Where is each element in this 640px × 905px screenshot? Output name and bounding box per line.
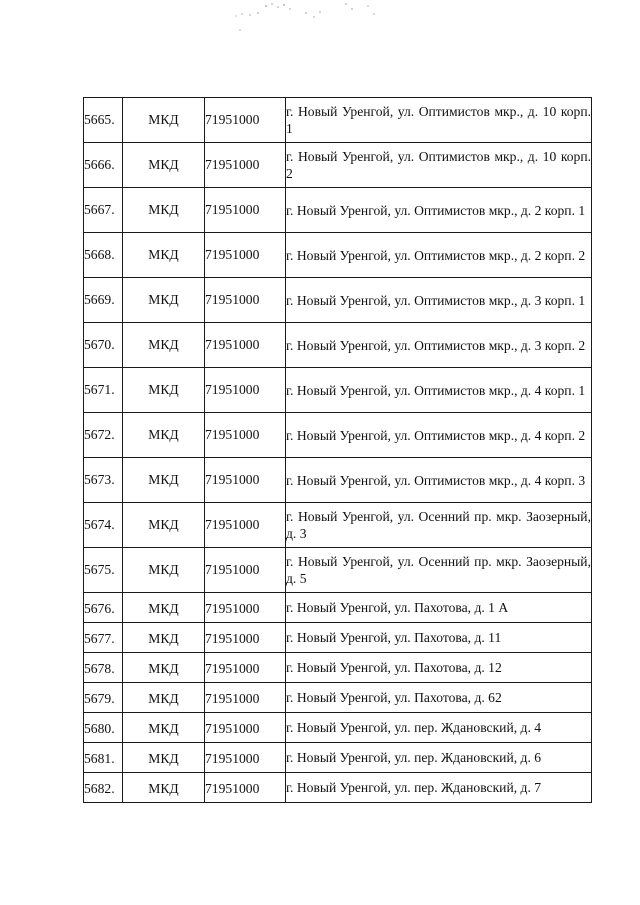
address-cell-text: г. Новый Уренгой, ул. Оптимистов мкр., д. 4 корп. 1	[286, 382, 586, 398]
oktmo-code-cell	[205, 773, 286, 803]
oktmo-code-cell-text: 71951000	[205, 750, 260, 766]
oktmo-code-cell-text: 71951000	[205, 600, 260, 616]
oktmo-code-cell	[205, 593, 286, 623]
row-number-cell-text: 5677.	[84, 630, 115, 646]
oktmo-code-cell-text: 71951000	[205, 427, 260, 442]
table-row	[84, 773, 592, 803]
row-number-cell	[84, 98, 123, 143]
oktmo-code-cell	[205, 233, 286, 278]
object-type-cell-text: МКД	[148, 562, 179, 577]
oktmo-code-cell	[205, 368, 286, 413]
row-number-cell-text: 5671.	[84, 382, 115, 397]
row-number-cell-text: 5672.	[84, 427, 115, 442]
address-cell	[286, 653, 592, 683]
object-type-cell	[123, 233, 205, 278]
object-type-cell	[123, 503, 205, 548]
object-type-cell-text: МКД	[148, 247, 179, 262]
address-cell	[286, 548, 592, 593]
oktmo-code-cell-text: 71951000	[205, 337, 260, 352]
object-type-cell	[123, 188, 205, 233]
object-type-cell	[123, 143, 205, 188]
oktmo-code-cell	[205, 713, 286, 743]
object-type-cell-text: МКД	[148, 472, 179, 487]
object-type-cell-text: МКД	[148, 337, 179, 352]
row-number-cell-text: 5668.	[84, 247, 115, 262]
row-number-cell-text: 5665.	[84, 112, 115, 127]
address-cell-text: г. Новый Уренгой, ул. Пахотова, д. 1 А	[286, 600, 509, 615]
address-cell-text: г. Новый Уренгой, ул. Оптимистов мкр., д. 2 корп. 2	[286, 247, 586, 263]
registry-table	[83, 97, 592, 803]
row-number-cell	[84, 743, 123, 773]
object-type-cell	[123, 593, 205, 623]
oktmo-code-cell-text: 71951000	[205, 690, 260, 706]
object-type-cell-text: МКД	[148, 750, 179, 766]
oktmo-code-cell	[205, 503, 286, 548]
oktmo-code-cell	[205, 188, 286, 233]
object-type-cell-text: МКД	[148, 660, 179, 676]
table-row	[84, 683, 592, 713]
row-number-cell	[84, 548, 123, 593]
oktmo-code-cell	[205, 623, 286, 653]
address-cell	[286, 368, 592, 413]
address-cell-text: г. Новый Уренгой, ул. Оптимистов мкр., д. 4 корп. 2	[286, 427, 586, 443]
address-cell-text: г. Новый Уренгой, ул. Пахотова, д. 62	[286, 690, 502, 705]
address-cell	[286, 413, 592, 458]
row-number-cell	[84, 653, 123, 683]
table-row	[84, 323, 592, 368]
object-type-cell-text: МКД	[148, 720, 179, 736]
row-number-cell	[84, 683, 123, 713]
address-cell	[286, 593, 592, 623]
table-row	[84, 188, 592, 233]
oktmo-code-cell	[205, 743, 286, 773]
address-cell	[286, 278, 592, 323]
row-number-cell-text: 5673.	[84, 472, 115, 487]
row-number-cell-text: 5679.	[84, 690, 115, 706]
address-cell	[286, 623, 592, 653]
row-number-cell	[84, 713, 123, 743]
oktmo-code-cell-text: 71951000	[205, 780, 260, 796]
address-cell-text: г. Новый Уренгой, ул. Оптимистов мкр., д. 2 корп. 1	[286, 202, 586, 218]
object-type-cell	[123, 548, 205, 593]
oktmo-code-cell	[205, 98, 286, 143]
row-number-cell-text: 5666.	[84, 157, 115, 172]
object-type-cell	[123, 623, 205, 653]
row-number-cell-text: 5674.	[84, 517, 115, 532]
object-type-cell-text: МКД	[148, 112, 179, 127]
oktmo-code-cell-text: 71951000	[205, 517, 260, 532]
row-number-cell-text: 5670.	[84, 337, 115, 352]
row-number-cell	[84, 773, 123, 803]
object-type-cell	[123, 98, 205, 143]
address-cell-text: г. Новый Уренгой, ул. Пахотова, д. 12	[286, 660, 502, 675]
table-row	[84, 653, 592, 683]
scan-artifact-marks	[228, 0, 388, 36]
address-cell	[286, 143, 592, 188]
oktmo-code-cell-text: 71951000	[205, 472, 260, 487]
oktmo-code-cell-text: 71951000	[205, 157, 260, 172]
object-type-cell-text: МКД	[148, 690, 179, 706]
address-cell-text: г. Новый Уренгой, ул. Осенний пр. мкр. Заозерный, д. 5	[286, 554, 591, 586]
row-number-cell	[84, 278, 123, 323]
address-cell	[286, 503, 592, 548]
row-number-cell	[84, 368, 123, 413]
address-cell-text: г. Новый Уренгой, ул. Пахотова, д. 11	[286, 630, 502, 645]
row-number-cell	[84, 458, 123, 503]
table-row	[84, 278, 592, 323]
table-row	[84, 593, 592, 623]
address-cell-text: г. Новый Уренгой, ул. пер. Ждановский, д. 6	[286, 750, 542, 765]
row-number-cell	[84, 593, 123, 623]
table-row	[84, 743, 592, 773]
object-type-cell-text: МКД	[148, 292, 179, 307]
object-type-cell-text: МКД	[148, 630, 179, 646]
address-cell-text: г. Новый Уренгой, ул. Оптимистов мкр., д. 10 корп. 2	[286, 149, 591, 181]
address-cell	[286, 98, 592, 143]
address-cell-text: г. Новый Уренгой, ул. Оптимистов мкр., д. 3 корп. 1	[286, 292, 586, 308]
address-cell	[286, 188, 592, 233]
table-row	[84, 713, 592, 743]
address-cell	[286, 323, 592, 368]
object-type-cell-text: МКД	[148, 382, 179, 397]
address-cell	[286, 773, 592, 803]
row-number-cell-text: 5678.	[84, 660, 115, 676]
table-row	[84, 548, 592, 593]
oktmo-code-cell-text: 71951000	[205, 562, 260, 577]
object-type-cell	[123, 653, 205, 683]
oktmo-code-cell-text: 71951000	[205, 247, 260, 262]
object-type-cell-text: МКД	[148, 202, 179, 217]
oktmo-code-cell	[205, 653, 286, 683]
address-cell-text: г. Новый Уренгой, ул. пер. Ждановский, д. 4	[286, 720, 542, 735]
table-row	[84, 233, 592, 278]
oktmo-code-cell-text: 71951000	[205, 202, 260, 217]
row-number-cell-text: 5676.	[84, 600, 115, 616]
oktmo-code-cell-text: 71951000	[205, 382, 260, 397]
object-type-cell	[123, 413, 205, 458]
row-number-cell-text: 5667.	[84, 202, 115, 217]
address-cell	[286, 713, 592, 743]
row-number-cell	[84, 623, 123, 653]
address-cell-text: г. Новый Уренгой, ул. пер. Ждановский, д. 7	[286, 780, 542, 795]
object-type-cell	[123, 458, 205, 503]
address-cell	[286, 233, 592, 278]
row-number-cell	[84, 143, 123, 188]
oktmo-code-cell-text: 71951000	[205, 630, 260, 646]
object-type-cell-text: МКД	[148, 517, 179, 532]
row-number-cell	[84, 233, 123, 278]
object-type-cell	[123, 743, 205, 773]
object-type-cell	[123, 368, 205, 413]
object-type-cell	[123, 323, 205, 368]
address-cell	[286, 743, 592, 773]
table-row	[84, 503, 592, 548]
oktmo-code-cell-text: 71951000	[205, 292, 260, 307]
address-cell	[286, 458, 592, 503]
oktmo-code-cell	[205, 323, 286, 368]
oktmo-code-cell	[205, 458, 286, 503]
row-number-cell	[84, 323, 123, 368]
oktmo-code-cell	[205, 278, 286, 323]
address-cell-text: г. Новый Уренгой, ул. Оптимистов мкр., д. 10 корп. 1	[286, 104, 591, 136]
oktmo-code-cell-text: 71951000	[205, 720, 260, 736]
row-number-cell-text: 5682.	[84, 780, 115, 796]
row-number-cell	[84, 413, 123, 458]
oktmo-code-cell-text: 71951000	[205, 660, 260, 676]
oktmo-code-cell	[205, 683, 286, 713]
object-type-cell-text: МКД	[148, 157, 179, 172]
row-number-cell-text: 5675.	[84, 562, 115, 577]
table-row	[84, 368, 592, 413]
row-number-cell	[84, 188, 123, 233]
oktmo-code-cell-text: 71951000	[205, 112, 260, 127]
address-cell-text: г. Новый Уренгой, ул. Оптимистов мкр., д. 4 корп. 3	[286, 472, 586, 488]
address-cell-text: г. Новый Уренгой, ул. Осенний пр. мкр. Заозерный, д. 3	[286, 509, 591, 541]
object-type-cell	[123, 713, 205, 743]
object-type-cell	[123, 683, 205, 713]
table-row	[84, 143, 592, 188]
oktmo-code-cell	[205, 143, 286, 188]
address-cell	[286, 683, 592, 713]
object-type-cell	[123, 773, 205, 803]
object-type-cell-text: МКД	[148, 780, 179, 796]
row-number-cell-text: 5669.	[84, 292, 115, 307]
table-row	[84, 98, 592, 143]
object-type-cell	[123, 278, 205, 323]
object-type-cell-text: МКД	[148, 427, 179, 442]
table-row	[84, 413, 592, 458]
object-type-cell-text: МКД	[148, 600, 179, 616]
row-number-cell	[84, 503, 123, 548]
oktmo-code-cell	[205, 548, 286, 593]
table-row	[84, 623, 592, 653]
table-row	[84, 458, 592, 503]
oktmo-code-cell	[205, 413, 286, 458]
address-cell-text: г. Новый Уренгой, ул. Оптимистов мкр., д. 3 корп. 2	[286, 337, 586, 353]
row-number-cell-text: 5681.	[84, 750, 115, 766]
row-number-cell-text: 5680.	[84, 720, 115, 736]
